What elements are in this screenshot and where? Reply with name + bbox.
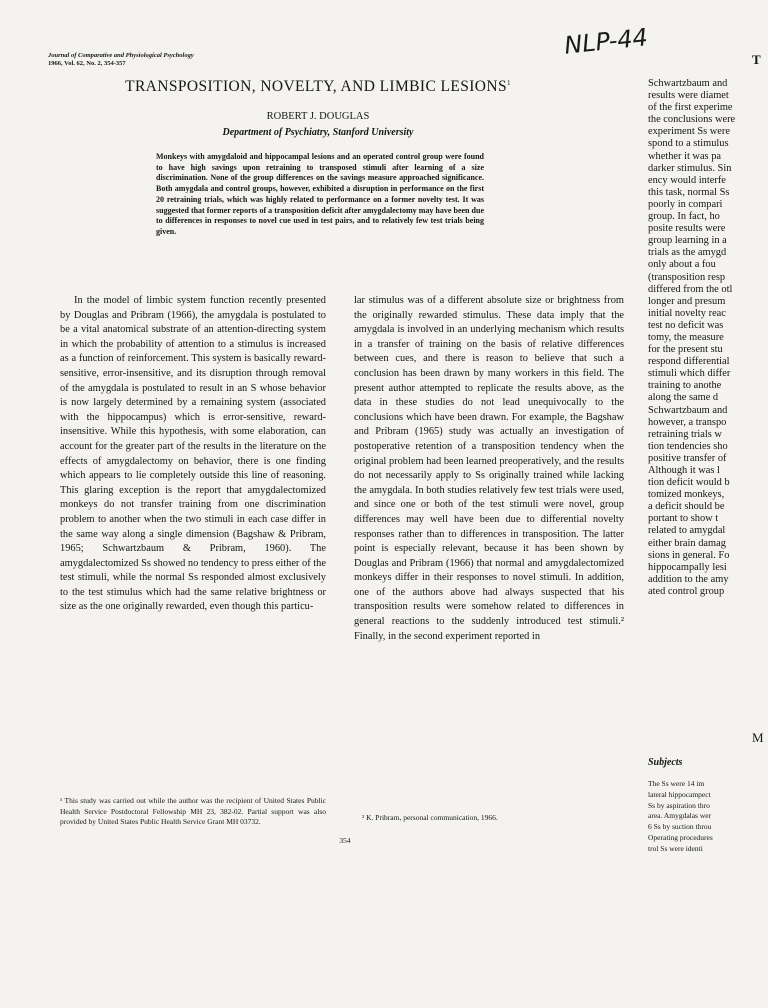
journal-name: Journal of Comparative and Physiological Psychology	[48, 52, 194, 59]
column-3-line: differed from the otl	[648, 283, 733, 295]
body-column-2	[354, 294, 624, 644]
column-3-line: positive transfer of	[648, 452, 727, 464]
column-3-line: Although it was l	[648, 465, 720, 476]
column-3-line: tomized monkeys,	[648, 489, 725, 501]
subjects-text-line: Ss by aspiration thro	[648, 800, 710, 810]
column-3-line: results were diamet	[648, 90, 729, 102]
column-3-line: tion tendencies sho	[648, 440, 728, 452]
body-paragraph-1: In the model of limbic system function recently presented by Douglas and Pribram (1966), the amygdala is postulated to be a vital anatomical substrate of an attention-directing system in which the probability of attention to a stimulus is increased as a function of reinforcement. This system is basically reward-sensitive, error-insensitive, and its disruption through removal of the amygdala is postulated to result in an S whose behavior is now largely determined by a remaining system (associated with the hippocampus) which is error-sensitive, reward-insensitive. While this hypothesis, with some elaboration, can account for the greater part of the results in the literature on the effects of amygdalectomy on behavior, there is one finding which appears to lie completely outside this line of reasoning. This glaring exception is the report that amygdalectomized monkeys do not transfer training from one discrimination problem to another when the two stimuli in each case differ in the same way along a single dimension (Bagshaw & Pribram, 1965; Schwartzbaum & Pribram, 1960). The amygdalectomized Ss showed no tendency to press either of the test stimuli, while the normal Ss responded almost exclusively to the test stimulus which had the same relative brightness or size as the one originally rewarded, even though this particu-	[60, 295, 326, 613]
volume-info: 1966, Vol. 62, No. 2, 354-357	[48, 60, 126, 67]
column-3-line: (transposition resp	[648, 271, 726, 283]
column-3-line: ated control group	[648, 585, 725, 597]
subjects-text-line: trol Ss were identi	[648, 843, 703, 853]
column-3-line: related to amygdal	[648, 525, 726, 537]
column-3-line: tomy, the measure	[648, 331, 724, 343]
body-column-3-cropped	[648, 78, 768, 598]
abstract: Monkeys with amygdaloid and hippocampal lesions and an operated control group were found to have high savings upon retraining to transposed stimuli after learning of a size discrimination. None of the group differences on the savings measure approached significance. Both amygdala and control groups, however, exhibited a disruption in performance on the first 20 retraining trials, which was highly related to performance on a former novelty test. It was suggested that former reports of a transposition deficit after amygdalectomy may have been due to differences in responses to novel cue used in test pairs, and to relatively few test trials being given.	[156, 152, 484, 236]
body-column-1	[60, 294, 326, 615]
column-3-line: a deficit should be	[648, 501, 725, 513]
subjects-text-line: 6 Ss by suction throu	[648, 822, 712, 832]
footnote-2: ² K. Pribram, personal communication, 1966.	[362, 813, 498, 822]
column-3-line: hippocampally lesi	[648, 561, 727, 573]
column-3-line: retraining trials w	[648, 428, 722, 440]
author-affiliation: Department of Psychiatry, Stanford University	[222, 127, 414, 138]
right-page-header-letter: T	[752, 52, 761, 67]
subjects-text-cropped	[648, 779, 768, 855]
column-3-line: test no deficit was	[648, 319, 724, 331]
title-footnote-mark: 1	[507, 78, 511, 87]
column-3-line: this task, normal Ss	[648, 186, 730, 198]
column-3-line: the conclusions were	[648, 114, 736, 126]
subjects-text-line: lateral hippocampect	[648, 789, 711, 799]
page-number: 354	[339, 836, 351, 845]
column-3-line: respond differential	[648, 356, 730, 368]
column-3-line: spond to a stimulus	[648, 138, 729, 150]
subjects-heading: Subjects	[648, 757, 683, 768]
article-title	[48, 79, 588, 95]
column-3-line: experiment Ss were	[648, 126, 730, 138]
column-3-line: posite results were	[648, 223, 726, 235]
column-3-line: stimuli which differ	[648, 368, 731, 380]
column-3-line: trials as the amygd	[648, 247, 727, 259]
column-3-line: only about a fou	[648, 259, 716, 271]
column-3-line: longer and presum	[648, 295, 726, 307]
column-3-line: initial novelty reac	[648, 307, 726, 319]
column-3-line: along the same d	[648, 392, 719, 404]
body-paragraph-2: lar stimulus was of a different absolute size or brightness from the originally rewarded stimulus. These data imply that the amygdala is involved in an underlying mechanism which results in a transfer of training on the basis of relative differences between cues, and there is reason to believe that such a conclusion has been drawn by many workers in this field. The present author attempted to replicate the results above, as the data in these studies do not lead unequivocally to the conclusions which have been drawn. For example, the Bagshaw and Pribram (1965) study was actually an investigation of postoperative retention of a transposition tendency when the original problem had been learned preoperatively, and the results do not necessarily apply to Ss originally trained while lacking the amygdala. In both studies relatively few test trials were used, and since one or both of the test stimuli were novel, group differences may well have been due to differential novelty responses rather than to differences in transposition. The latter point is especially relevant, because it has been shown by Douglas and Pribram (1966) that normal and amygdalectomized monkeys differ in their responses to novel stimuli. In addition, one of the authors above had always suspected that his transposition results were somehow related to differences in general reactions to the suddenly introduced test stimuli.² Finally, in the second experiment reported in	[354, 295, 624, 642]
column-3-line: sions in general. Fo	[648, 549, 730, 561]
column-3-line: poorly in compari	[648, 198, 723, 210]
handwritten-annotation	[560, 14, 680, 64]
column-3-line: however, a transpo	[648, 416, 727, 428]
subjects-text-line: The Ss were 14 im	[648, 779, 705, 788]
column-3-line: Schwartzbaum and	[648, 78, 728, 89]
footnote-1: ¹ This study was carried out while the author was the recipient of United States Public Health Service Postdoctoral Fellowship MH 23, 382-02. Partial support was also provided by United States Public Health Service Grant MH 03732.	[60, 796, 326, 826]
column-3-line: tion deficit would b	[648, 477, 730, 489]
column-3-line: group. In fact, ho	[648, 211, 720, 223]
article-title-text: TRANSPOSITION, NOVELTY, AND LIMBIC LESIONS	[125, 78, 508, 95]
column-3-line: group learning in a	[648, 235, 727, 247]
subjects-text-line: Operating procedures	[648, 832, 713, 842]
column-3-line: either brain damag	[648, 537, 726, 549]
subjects-text-line: area. Amygdalas wer	[648, 811, 712, 821]
column-3-line: Schwartzbaum and	[648, 404, 728, 416]
handwritten-note-text: NLP-44	[562, 23, 650, 60]
column-3-line: darker stimulus. Sin	[648, 162, 732, 174]
column-3-line: addition to the amy	[648, 573, 729, 585]
column-3-line: whether it was pa	[648, 150, 721, 162]
author-name: ROBERT J. DOUGLAS	[266, 111, 370, 122]
column-3-line: portant to show t	[648, 513, 719, 525]
column-3-line: training to anothe	[648, 380, 722, 392]
column-3-line: ency would interfe	[648, 174, 726, 186]
column-3-line: for the present stu	[648, 344, 723, 356]
column-3-line: of the first experime	[648, 102, 733, 114]
method-heading-fragment: M	[752, 730, 764, 745]
